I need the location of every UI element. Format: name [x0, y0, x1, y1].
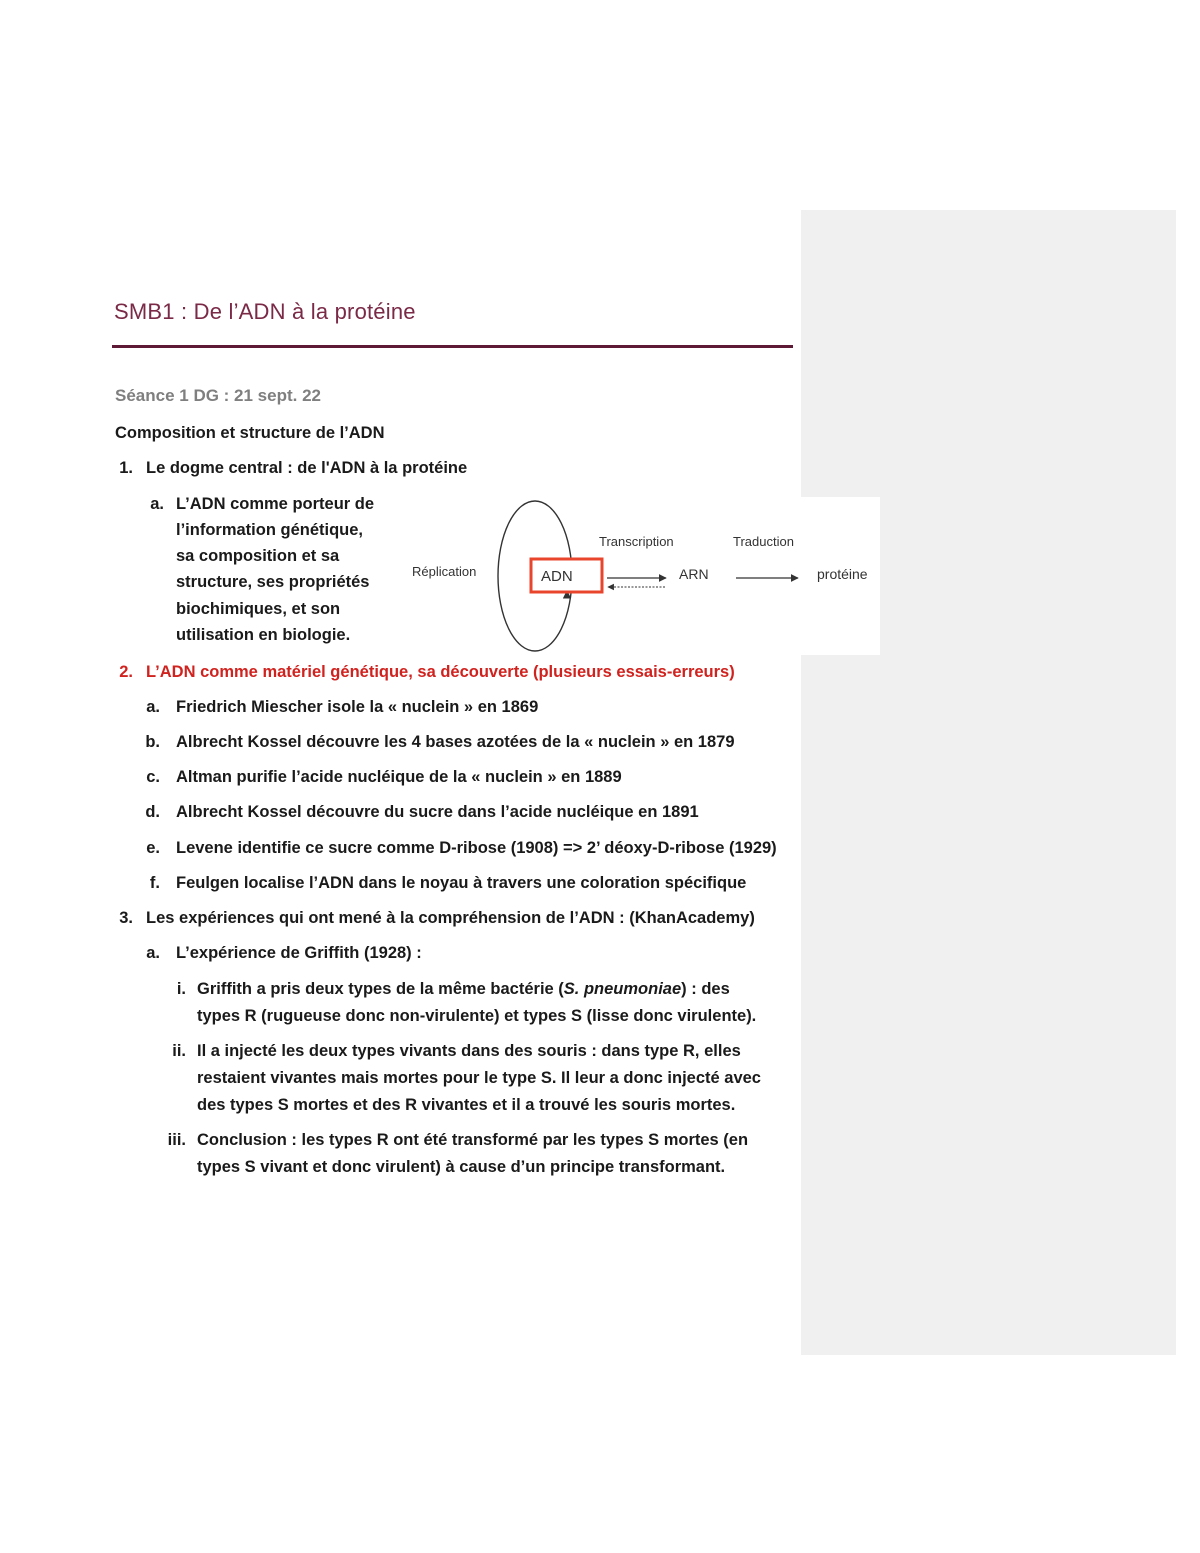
transcription-label: Transcription — [599, 534, 674, 549]
item-3ai-line: types R (rugueuse donc non-virulente) et types S (lisse donc virulente). — [197, 1007, 757, 1025]
item-3-number: 3. — [119, 909, 133, 927]
item-1a-line: structure, ses propriétés — [176, 573, 370, 591]
item-2c-text: Altman purifie l’acide nucléique de la « nuclein » en 1889 — [176, 768, 622, 786]
item-1-text: Le dogme central : de l'ADN à la protéine — [146, 459, 468, 477]
item-3aiii-line: Conclusion : les types R ont été transformé par les types S mortes (en — [197, 1131, 749, 1149]
session-subtitle: Séance 1 DG : 21 sept. 22 — [115, 386, 321, 405]
arn-label: ARN — [679, 566, 709, 582]
adn-label: ADN — [541, 568, 573, 585]
item-1a-line: sa composition et sa — [176, 547, 340, 565]
item-3aiii-line: types S vivant et donc virulent) à cause d’un principe transformant. — [197, 1158, 726, 1176]
traduction-label: Traduction — [733, 534, 794, 549]
item-2b-text: Albrecht Kossel découvre les 4 bases azotées de la « nuclein » en 1879 — [176, 733, 735, 751]
item-2f-number: f. — [149, 874, 160, 892]
item-2b-number: b. — [145, 733, 160, 751]
item-3-text: Les expériences qui ont mené à la compréhension de l’ADN : (KhanAcademy) — [146, 909, 755, 927]
item-1a-number: a. — [150, 495, 164, 513]
item-2-number: 2. — [119, 663, 133, 681]
item-1-number: 1. — [119, 459, 133, 477]
species-name: S. pneumoniae — [563, 980, 682, 998]
replication-label: Réplication — [412, 564, 477, 579]
page-title: SMB1 : De l’ADN à la protéine — [114, 299, 416, 324]
proteine-label: protéine — [817, 566, 868, 582]
item-3a-number: a. — [146, 944, 160, 962]
item-2e-number: e. — [146, 839, 160, 857]
item-3a-text: L’expérience de Griffith (1928) : — [176, 944, 422, 962]
item-2c-number: c. — [146, 768, 160, 786]
item-1a-line: utilisation en biologie. — [176, 626, 351, 644]
item-2d-text: Albrecht Kossel découvre du sucre dans l’acide nucléique en 1891 — [176, 803, 699, 821]
item-3aii-line: des types S mortes et des R vivantes et il a trouvé les souris mortes. — [197, 1096, 736, 1114]
item-3aii-number: ii. — [172, 1042, 186, 1060]
section-heading: Composition et structure de l’ADN — [115, 424, 385, 442]
item-3aii-line: restaient vivantes mais mortes pour le type S. Il leur a donc injecté avec — [197, 1069, 761, 1087]
item-3aii-line: Il a injecté les deux types vivants dans des souris : dans type R, elles — [197, 1042, 741, 1060]
item-3ai-line — [197, 976, 730, 1002]
item-1a-line: l’information génétique, — [176, 521, 364, 539]
item-1a-line: biochimiques, et son — [176, 600, 341, 618]
item-3ai-number: i. — [176, 980, 186, 998]
item-2f-text: Feulgen localise l’ADN dans le noyau à travers une coloration spécifique — [176, 874, 747, 892]
item-3ai-text-pre: Griffith a pris deux types de la même bactérie ( — [197, 980, 564, 998]
item-1a-line: L’ADN comme porteur de — [176, 495, 375, 513]
title-divider — [112, 345, 793, 348]
item-2a-number: a. — [146, 698, 160, 716]
item-2-text: L’ADN comme matériel génétique, sa découverte (plusieurs essais-erreurs) — [146, 663, 735, 681]
central-dogma-diagram — [400, 497, 880, 655]
item-3aiii-number: iii. — [167, 1131, 186, 1149]
item-2e-text: Levene identifie ce sucre comme D-ribose (1908) => 2’ déoxy-D-ribose (1929) — [176, 839, 777, 857]
item-3ai-text-post: ) : des — [681, 980, 730, 998]
item-2d-number: d. — [145, 803, 160, 821]
item-2a-text: Friedrich Miescher isole la « nuclein » en 1869 — [176, 698, 539, 716]
comment-sidebar — [801, 210, 1176, 1355]
